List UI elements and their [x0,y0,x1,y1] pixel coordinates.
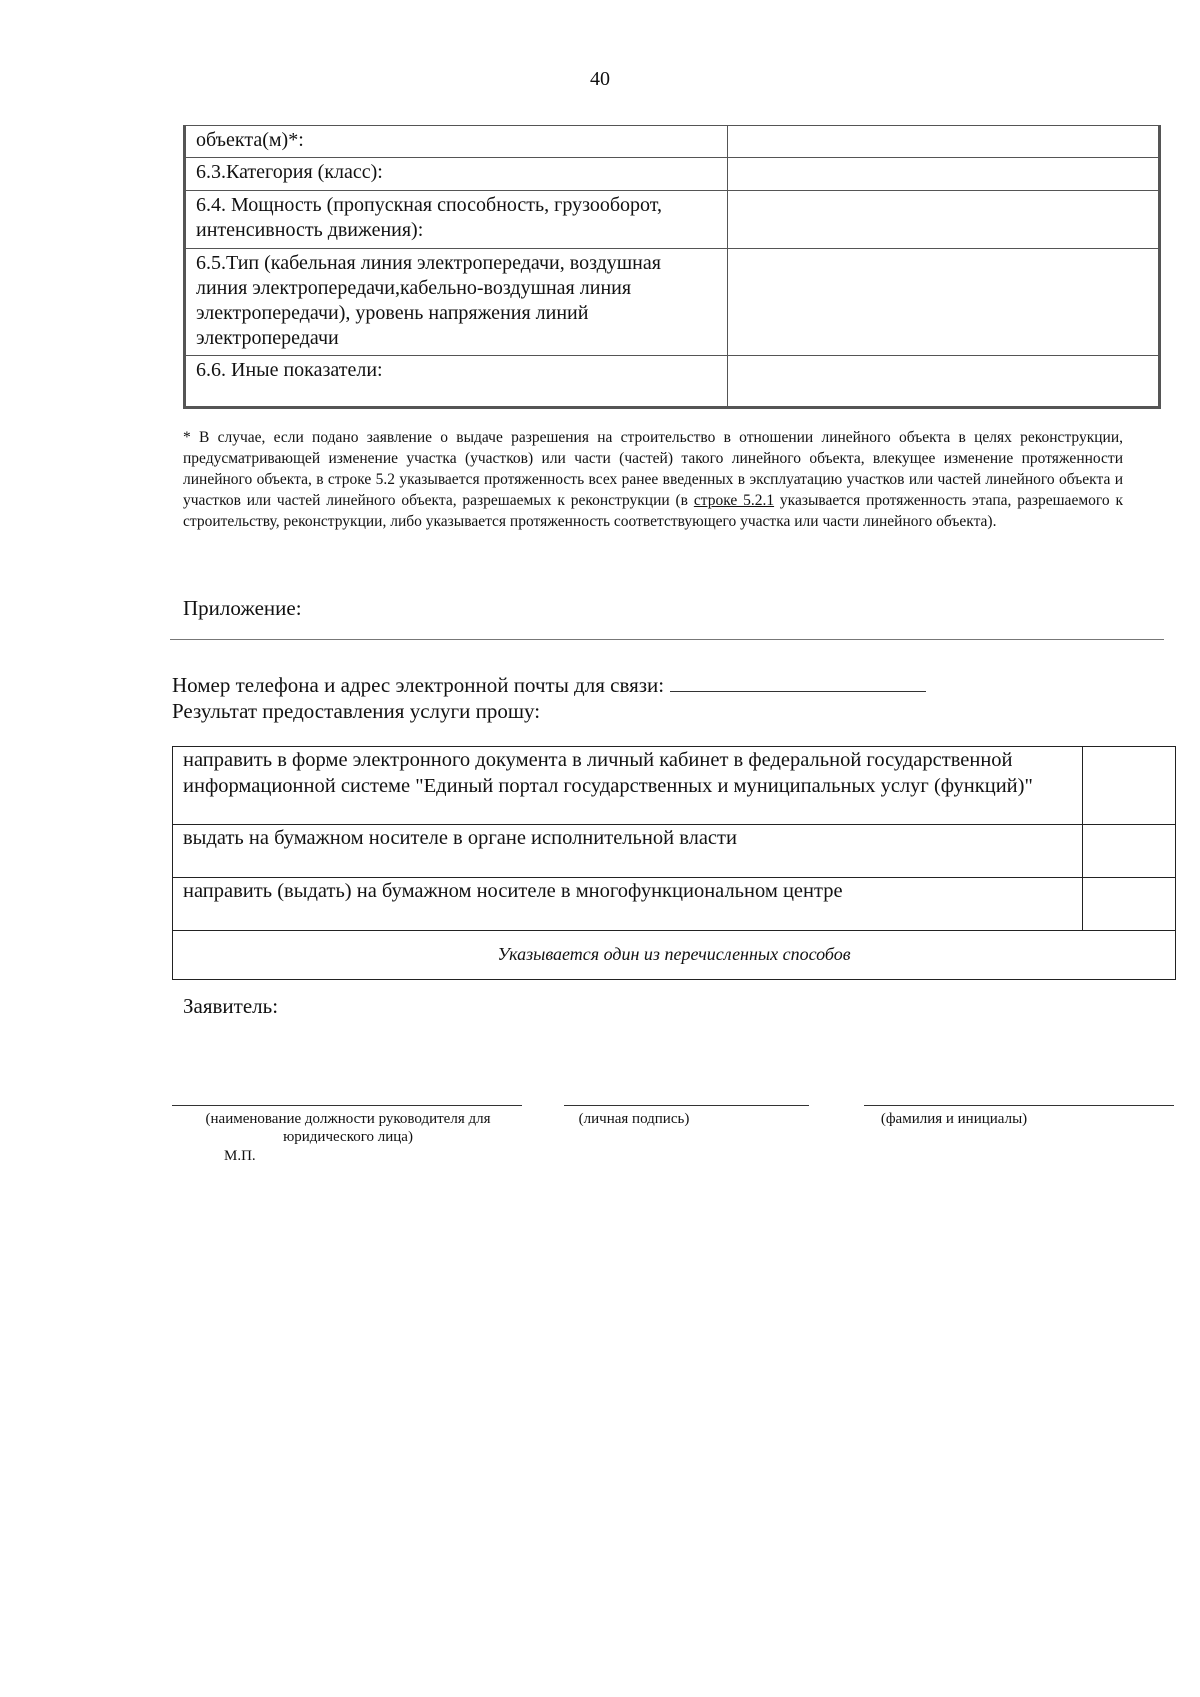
option-checkbox[interactable] [1083,878,1176,931]
table-row [173,878,1176,931]
footnote-text: * В случае, если подано заявление о выдаче разрешения на строительство в отношении линейного объекта в целях реконструкции, предусматривающей изменение участка (участков) или части (частей) такого линейного объекта, влекущее изменение протяженности линейного объекта, в строке 5.2 указывается протяженность всех ранее введенных в эксплуатацию участков или частей линейного объекта и участков или частей линейного объекта, разрешаемых к реконструкции (в [183,429,1123,509]
option-text: направить в форме электронного документа в личный кабинет в федеральной государственной информационной системе "Единый портал государственных и муниципальных услуг (функций)" [173,747,1083,825]
row-label: 6.6. Иные показатели: [185,356,728,408]
signature-caption: (личная подпись) [578,1111,690,1127]
applicant-label: Заявитель: [183,994,279,1018]
contact-line [172,671,926,698]
row-label: 6.3.Категория (класс): [185,158,728,191]
name-signature-line[interactable] [864,1105,1174,1106]
result-label: Результат предоставления услуги прошу: [172,699,541,723]
row-value-field[interactable] [728,158,1160,191]
table-row [185,191,1160,249]
position-signature-line[interactable] [172,1105,522,1106]
appendix-label: Приложение: [183,596,302,620]
option-text: выдать на бумажном носителе в органе исполнительной власти [173,825,1083,878]
personal-signature-line[interactable] [564,1105,809,1106]
footnote-link[interactable]: строке 5.2.1 [693,492,775,509]
footnote-text-end: указывается протяженность этапа, разрешаемого к строительству, реконструкции, либо указывается протяженность соответствующего участка или части линейного объекта). [183,492,1123,530]
row-label: 6.5.Тип (кабельная линия электропередачи, воздушная линия электропередачи,кабельно-воздушная линия электропередачи), уровень напряжения линий электропередачи [185,249,728,356]
option-checkbox[interactable] [1083,825,1176,878]
table-row [173,825,1176,878]
footnote [183,427,1123,532]
appendix-line[interactable] [170,639,1164,640]
table-row [185,126,1160,158]
row-value-field[interactable] [728,191,1160,249]
contact-field[interactable] [670,671,926,692]
option-checkbox[interactable] [1083,747,1176,825]
result-note: Указывается один из перечисленных способов [173,931,1176,980]
row-value-field[interactable] [728,126,1160,158]
option-text: направить (выдать) на бумажном носителе в многофункциональном центре [173,878,1083,931]
table-row [185,356,1160,408]
table-row [173,747,1176,825]
name-caption: (фамилия и инициалы) [880,1111,1028,1127]
table-row [173,931,1176,980]
row-value-field[interactable] [728,356,1160,408]
row-value-field[interactable] [728,249,1160,356]
row-label: объекта(м)*: [185,126,728,158]
stamp-label: М.П. [224,1148,256,1164]
characteristics-table [183,125,1161,409]
table-row [185,249,1160,356]
page-number: 40 [590,68,610,90]
table-row [185,158,1160,191]
result-options-table [172,746,1176,980]
contact-label: Номер телефона и адрес электронной почты для связи: [172,673,665,697]
row-label: 6.4. Мощность (пропускная способность, грузооборот, интенсивность движения): [185,191,728,249]
position-caption: (наименование должности руководителя для юридического лица) [205,1111,491,1145]
